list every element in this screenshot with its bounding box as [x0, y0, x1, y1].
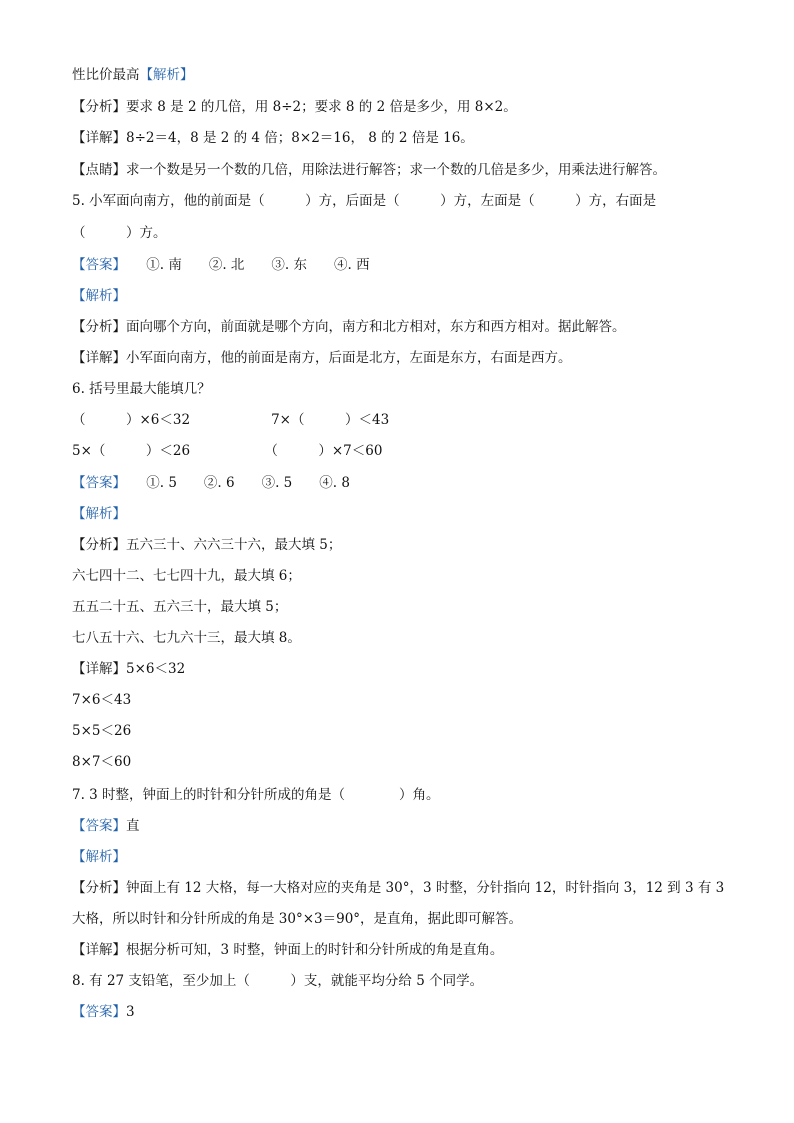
line-text: 6. 括号里最大能填几？ — [72, 381, 211, 397]
text-line — [72, 349, 572, 367]
section-tag: 【解析】 — [72, 288, 126, 304]
line-text: 7×6＜43 — [72, 692, 132, 708]
text-line — [72, 536, 341, 554]
line-text: （ ）方。 — [72, 225, 167, 241]
text-line — [72, 691, 131, 709]
text-line — [72, 411, 389, 429]
text-line — [72, 753, 131, 771]
text-line — [72, 848, 126, 866]
text-line — [72, 129, 474, 147]
text-line — [72, 224, 167, 242]
text-line — [72, 910, 522, 928]
line-text: ①. 南 ②. 北 ③. 东 ④. 西 — [119, 257, 370, 273]
section-tag: 【答案】 — [72, 257, 120, 273]
text-line — [72, 161, 666, 179]
text-line — [72, 941, 503, 959]
line-text: 【详解】小军面向南方，他的前面是南方，后面是北方，左面是东方，右面是西方。 — [72, 350, 572, 366]
text-line — [72, 287, 126, 305]
section-tag: 【解析】 — [72, 506, 126, 522]
text-line — [72, 380, 211, 398]
line-text: 【详解】5×6＜32 — [72, 661, 186, 677]
text-line — [72, 1003, 135, 1021]
text-line — [72, 629, 301, 647]
line-text: 五五二十五、五六三十，最大填 5； — [72, 599, 288, 615]
text-line — [72, 972, 483, 990]
section-tag: 【解析】 — [139, 67, 194, 83]
line-text: 【分析】五六三十、六六三十六，最大填 5； — [72, 537, 342, 553]
text-line — [72, 660, 185, 678]
text-line — [72, 722, 131, 740]
line-text: 大格，所以时针和分针所成的角是 30°×3＝90°，是直角，据此即可解答。 — [72, 911, 523, 927]
line-text: 8×7＜60 — [72, 754, 132, 770]
line-text: 直 — [126, 818, 140, 834]
line-text: 七八五十六、七九六十三，最大填 8。 — [72, 630, 301, 646]
section-tag: 【答案】 — [72, 475, 120, 491]
text-line — [72, 256, 370, 274]
section-tag: 【解析】 — [72, 849, 126, 865]
text-line — [72, 318, 626, 336]
line-text: 8. 有 27 支铅笔，至少加上（ ）支，就能平均分给 5 个同学。 — [72, 973, 484, 989]
text-line — [72, 505, 126, 523]
text-line — [72, 817, 140, 835]
text-line — [72, 567, 301, 585]
line-text: 5×（ ）＜26 （ ）×7＜60 — [72, 443, 383, 459]
text-line — [72, 598, 287, 616]
line-text-prefix: 性比价最高 — [72, 67, 140, 83]
line-text: 5. 小军面向南方，他的前面是（ ）方，后面是（ ）方，左面是（ ）方，右面是 — [72, 193, 657, 209]
line-text: 【点睛】求一个数是另一个数的几倍，用除法进行解答；求一个数的几倍是多少，用乘法进行解答。 — [72, 162, 666, 178]
text-line — [72, 879, 724, 897]
line-text: ①. 5 ②. 6 ③. 5 ④. 8 — [119, 475, 350, 491]
line-text: 3 — [126, 1004, 135, 1020]
line-text: 7. 3 时整，钟面上的时针和分针所成的角是（ ）角。 — [72, 787, 440, 803]
line-text: 【详解】根据分析可知，3 时整，钟面上的时针和分针所成的角是直角。 — [72, 942, 504, 958]
text-line — [72, 786, 440, 804]
line-text: 5×5＜26 — [72, 723, 132, 739]
line-text: 【分析】面向哪个方向，前面就是哪个方向，南方和北方相对，东方和西方相对。据此解答。 — [72, 319, 626, 335]
text-line — [72, 474, 350, 492]
text-line — [72, 66, 194, 84]
line-text: 【分析】要求 8 是 2 的几倍，用 8÷2；要求 8 的 2 倍是多少，用 8×2。 — [72, 99, 517, 115]
line-text: （ ）×6＜32 7×（ ）＜43 — [72, 412, 390, 428]
text-line — [72, 98, 517, 116]
line-text: 【分析】钟面上有 12 大格，每一大格对应的夹角是 30°，3 时整，分针指向 12，时针指向 3，12 到 3 有 3 — [72, 880, 725, 896]
section-tag: 【答案】 — [72, 1004, 126, 1020]
line-text: 【详解】8÷2＝4，8 是 2 的 4 倍；8×2＝16， 8 的 2 倍是 16。 — [72, 130, 474, 146]
text-line — [72, 192, 656, 210]
text-line — [72, 442, 382, 460]
section-tag: 【答案】 — [72, 818, 126, 834]
line-text: 六七四十二、七七四十九，最大填 6； — [72, 568, 301, 584]
